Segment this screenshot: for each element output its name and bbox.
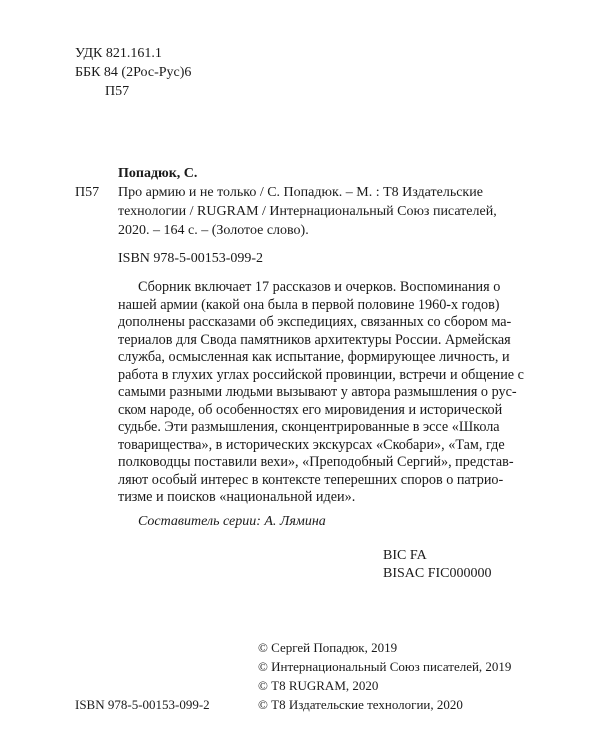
annotation-line: нашей армии (какой она была в первой половине 1960-х годов)	[118, 296, 500, 313]
annotation-line: товарищества», в исторических экскурсах «Скобари», «Там, где	[118, 436, 505, 453]
author-heading: Попадюк, С.	[118, 166, 198, 181]
annotation-paragraph	[118, 279, 524, 507]
description-line-1: Про армию и не только / С. Попадюк. – М. : Т8 Издательские	[118, 185, 483, 200]
annotation-line: служба, осмысленная как испытание, формирующее личность, и	[118, 349, 510, 365]
copyright-line: © Т8 Издательские технологии, 2020	[258, 697, 463, 712]
bisac-code: BISAC FIC000000	[383, 566, 492, 581]
annotation-line: самыми разными людьми вызывают у автора размышления о рус-	[118, 384, 517, 400]
annotation-line: полководцы поставили вехи», «Преподобный Сергий», представ-	[118, 454, 514, 470]
copyright-line: © Т8 RUGRAM, 2020	[258, 678, 379, 693]
annotation-line: ском народе, об особенностях его мировидения и исторической	[118, 401, 503, 418]
annotation-line: Сборник включает 17 рассказов и очерков. Воспоминания о	[138, 279, 501, 295]
annotation-line: судьбе. Эти размышления, сконцентрированные в эссе «Школа	[118, 419, 500, 435]
annotation-line: работа в глухих углах российской провинции, встречи и общение с	[118, 366, 524, 383]
bbk-code: ББК 84 (2Рос-Рус)6	[75, 65, 192, 80]
annotation-line: дополнены рассказами об экспедициях, связанных со сбором ма-	[118, 314, 512, 330]
annotation-line: ляют особый интерес в контексте теперешних споров о патрио-	[118, 471, 504, 488]
copyright-line: © Интернациональный Союз писателей, 2019	[258, 659, 512, 674]
author-mark-top: П57	[105, 84, 130, 99]
isbn-footer: ISBN 978-5-00153-099-2	[75, 697, 210, 712]
description-line-3: 2020. – 164 с. – (Золотое слово).	[118, 223, 309, 238]
isbn-record: ISBN 978-5-00153-099-2	[118, 251, 264, 266]
bic-code: BIC FA	[383, 548, 427, 563]
annotation-line: териалов для Свода памятников архитектуры России. Армейская	[118, 331, 511, 348]
series-compiler: Составитель серии: А. Лямина	[138, 514, 326, 529]
author-mark: П57	[75, 185, 100, 200]
description-line-2: технологии / RUGRAM / Интернациональный Союз писателей,	[118, 204, 497, 219]
annotation-line: тизме и поисков «национальной идеи».	[118, 489, 356, 505]
udk-code: УДК 821.161.1	[75, 46, 162, 61]
copyright-line: © Сергей Попадюк, 2019	[258, 640, 398, 655]
